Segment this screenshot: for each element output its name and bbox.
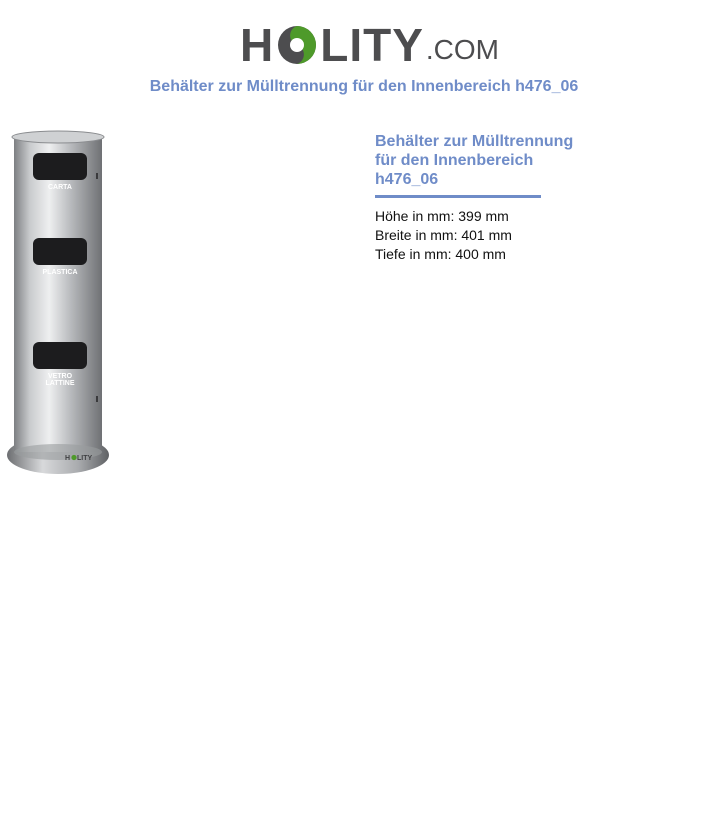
page-title: Behälter zur Mülltrennung für den Innenbereich h476_06 bbox=[149, 78, 579, 95]
slot-carta bbox=[33, 153, 87, 180]
label-lattine: LATTINE bbox=[45, 380, 75, 387]
logo-suffix-com: .COM bbox=[425, 34, 500, 65]
product-lid bbox=[12, 131, 104, 143]
svg-text:H: H bbox=[65, 455, 71, 462]
svg-text:LITY: LITY bbox=[77, 455, 93, 462]
logo-letters-lity: LITY bbox=[320, 19, 424, 71]
title-underline bbox=[375, 195, 541, 198]
spec-depth: Tiefe in mm: 400 mm bbox=[375, 246, 506, 262]
label-plastica: PLASTICA bbox=[42, 269, 78, 276]
logo-wordmark bbox=[240, 19, 424, 71]
product-image[interactable] bbox=[4, 128, 114, 478]
slot-vetro-lattine bbox=[33, 342, 87, 369]
spec-width: Breite in mm: 401 mm bbox=[375, 227, 512, 243]
spec-height: Höhe in mm: 399 mm bbox=[375, 208, 509, 224]
holity-logo[interactable] bbox=[240, 12, 500, 71]
product-base-logo bbox=[65, 455, 92, 462]
product-info bbox=[375, 132, 590, 264]
label-carta: CARTA bbox=[48, 184, 72, 191]
logo-o-icon bbox=[276, 24, 318, 66]
label-vetro: VETRO bbox=[47, 373, 73, 380]
logo-letter-h: H bbox=[240, 19, 275, 71]
slot-plastica bbox=[33, 238, 87, 265]
product-title: Behälter zur Mülltrennung für den Innenbereich h476_06 bbox=[375, 133, 574, 188]
